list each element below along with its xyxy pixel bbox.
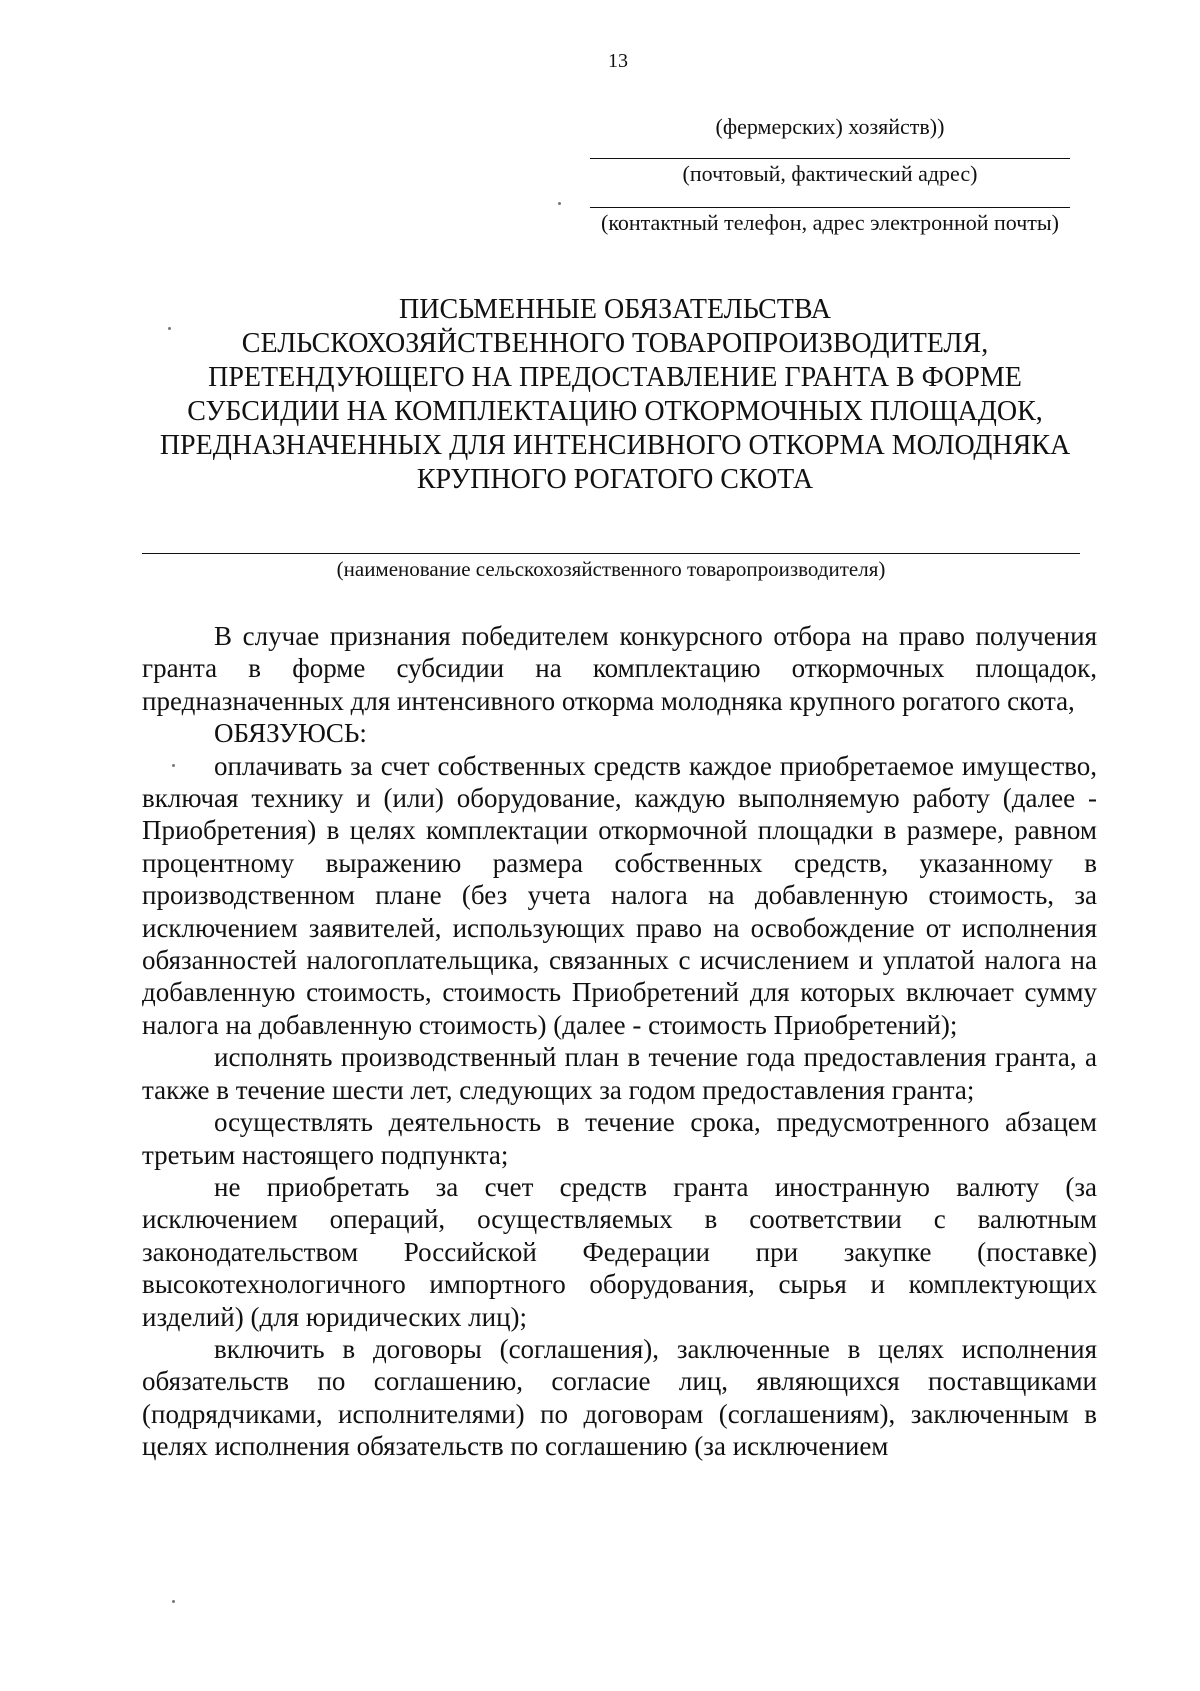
commitment-paragraph-currency: не приобретать за счет средств гранта иностранную валюту (за исключением операций, осуществляемых в соответствии с валютным законодательством Российской Федерации при закупке (поставке) высокотехнологичного импортного оборудования, сырья и комплектующих изделий) (для юридических лиц); [142, 1171, 1097, 1332]
title-line: СУБСИДИИ НА КОМПЛЕКТАЦИЮ ОТКОРМОЧНЫХ ПЛОЩАДОК, [187, 396, 1043, 427]
producer-name-caption: (наименование сельскохозяйственного товаропроизводителя) [336, 557, 886, 581]
title-line: ПРЕТЕНДУЮЩЕГО НА ПРЕДОСТАВЛЕНИЕ ГРАНТА В ФОРМЕ [208, 362, 1022, 393]
scan-speck [172, 764, 175, 767]
commit-heading: ОБЯЗУЮСЬ: [214, 718, 367, 749]
document-title [120, 293, 1110, 497]
contacts-caption: (контактный телефон, адрес электронной почты) [601, 210, 1059, 235]
page-number: 13 [608, 50, 628, 72]
scan-speck [558, 202, 561, 205]
title-line: ПРЕДНАЗНАЧЕННЫХ ДЛЯ ИНТЕНСИВНОГО ОТКОРМА МОЛОДНЯКА [159, 430, 1071, 461]
commitment-paragraph-contracts: включить в договоры (соглашения), заключенные в целях исполнения обязательств по соглашению, согласие лиц, являющихся поставщиками (подрядчиками, исполнителями) по договорам (соглашениям), заключенным в целях исполнения обязательств по соглашению (за исключением [142, 1333, 1097, 1462]
title-line: КРУПНОГО РОГАТОГО СКОТА [416, 464, 814, 495]
commitment-paragraph-activity: осуществлять деятельность в течение срока, предусмотренного абзацем третьим настоящего подпункта; [142, 1107, 1097, 1170]
producer-name-fill-line [142, 553, 1080, 554]
title-line: ПИСЬМЕННЫЕ ОБЯЗАТЕЛЬСТВА [399, 294, 831, 325]
commitment-paragraph-plan: исполнять производственный план в течение года предоставления гранта, а также в течение шести лет, следующих за годом предоставления гранта; [142, 1042, 1097, 1105]
applicant-header-block [580, 112, 1080, 238]
farm-line: (фермерских) хозяйств)) [715, 114, 945, 139]
title-line: СЕЛЬСКОХОЗЯЙСТВЕННОГО ТОВАРОПРОИЗВОДИТЕЛЯ, [241, 328, 989, 359]
scan-speck [172, 1600, 175, 1603]
address-caption: (почтовый, фактический адрес) [682, 161, 978, 186]
commitment-paragraph-payment: оплачивать за счет собственных средств каждое приобретаемое имущество, включая технику и (или) оборудование, каждую выполняемую работу (далее - Приобретения) в целях комплектации откормочной площадки в размере, равном процентному выражению размера собственных средств, указанному в производственном плане (без учета налога на добавленную стоимость, за исключением заявителей, использующих право на освобождение от исполнения обязанностей налогоплательщика, связанных с исчислением и уплатой налога на добавленную стоимость, стоимость Приобретений для которых включает сумму налога на добавленную стоимость) (далее - стоимость Приобретений); [142, 750, 1097, 1040]
commitments-body [142, 620, 1097, 1463]
scan-speck [168, 327, 171, 330]
intro-paragraph: В случае признания победителем конкурсного отбора на право получения гранта в форме субсидии на комплектацию откормочных площадок, предназначенных для интенсивного откорма молодняка крупного рогатого скота, [142, 621, 1097, 716]
